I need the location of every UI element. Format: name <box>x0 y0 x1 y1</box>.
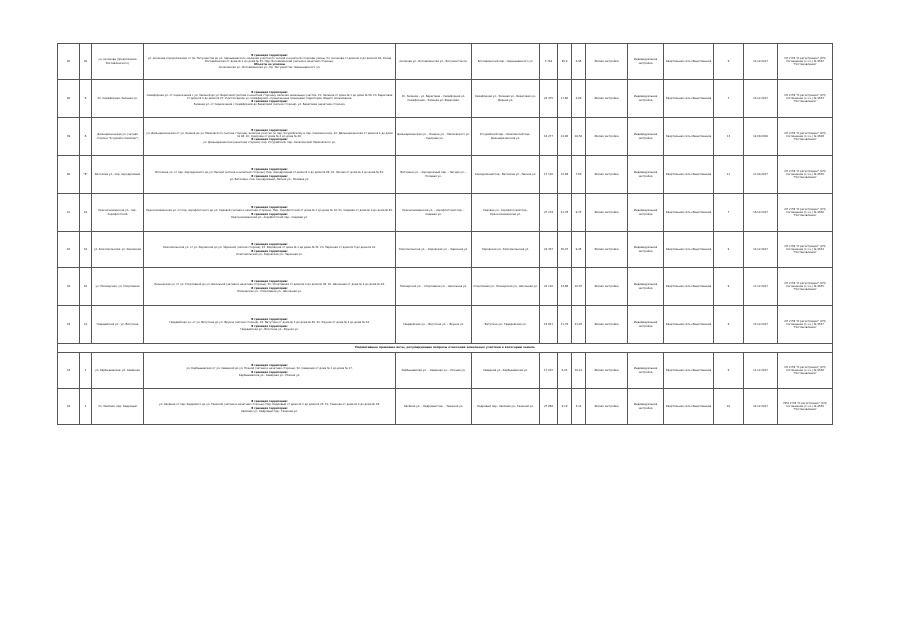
row-class: Квартальная сеть общественная <box>664 156 714 194</box>
row-count: 7 <box>714 80 744 118</box>
row-class: Квартальная сеть общественная <box>664 268 714 306</box>
row-class: Квартальная сеть общественная <box>664 389 714 425</box>
table-row <box>58 118 833 156</box>
row-col-b: Северная ул., Карбышевская ул. <box>472 353 540 389</box>
block1-text: Семафорная ул. от пересечения с ул. Зеленой до ул. Береговой (четная и нечетная стороны), включая земельные участки. Ул. Зеленая от дома № 1 до дома № 50. Ул. Береговая от дома № 3 до дома № 27. Участки вдоль ул. Семафорной, ограниченные границами территории общего пользования. <box>146 93 393 100</box>
row-area: 16 277 <box>540 118 558 156</box>
row-date: 11.04.2017 <box>744 156 778 194</box>
row-status: Жилая застройка <box>586 44 628 80</box>
row-class: Квартальная сеть общественная <box>664 194 714 232</box>
row-description <box>144 44 396 80</box>
row-count: 11 <box>714 156 744 194</box>
block2-text: Комсомольская ул., Кировская ул., Заречная ул. <box>236 252 303 256</box>
block2-title: В границах территории: <box>251 100 288 104</box>
block1-text: Ватолина ул. от пер. Аэродромного до ул. Лесной (четная и нечетная стороны). Пер. Аэродромный от дома № 1 до дома № 26. Ул. Лесная от дома № 2 до дома № 34. <box>155 171 384 175</box>
block2-title: В границах территории: <box>251 138 288 142</box>
row-document: СП 2 РФ "О регистрации" (СП) Соглашение (о з.ч.) № 4536 "Постановление" <box>778 194 833 232</box>
row-document: СП 2 РФ "О регистрации" (СП) Соглашение (о з.ч.) № 4538 "Постановление" <box>778 353 833 389</box>
row-col-a: Ватолина ул. – Аэродромный пер. – Лесная ул. – Полевая ул. <box>396 156 472 194</box>
block1-title: В границах территории: <box>251 168 288 172</box>
table-row <box>58 232 833 268</box>
row-number: 40 <box>58 44 80 80</box>
row-col-a: Гвардейская ул. – Ватутина ул. – Фрунзе ул. <box>396 306 472 344</box>
row-status: Жилая застройка <box>586 353 628 389</box>
row-type: Индивидуальная застройка <box>628 44 664 80</box>
block2-text: ул. Дальнереченская (нечетная сторона), пер. Уссурийский, пер. Сахалинский, Маяковского ул. <box>203 141 336 145</box>
block2-title: В границах территории: <box>251 286 288 290</box>
row-area: 17 207 <box>540 353 558 389</box>
table-row <box>58 306 833 344</box>
row-status: Жилая застройка <box>586 118 628 156</box>
row-col-a: Ул. Зеленая – ул. Береговая – Семафорная ул. Семафорная – Зеленая ул. Береговая. <box>396 80 472 118</box>
block1-title: В границах территории: <box>251 206 288 210</box>
row-type: Индивидуальная застройка <box>628 80 664 118</box>
row-v2: 9,70 <box>572 194 586 232</box>
row-date: 12.09.2016 <box>744 118 778 156</box>
row-count: 13 <box>714 118 744 156</box>
block2-text: Хвойная ул., Кедровый пер., Таежная ул. <box>241 409 298 413</box>
row-area: 24 327 <box>540 232 558 268</box>
row-type: Индивидуальная застройка <box>628 194 664 232</box>
row-number: 43 <box>58 353 80 389</box>
row-class: Квартальная сеть общественная <box>664 306 714 344</box>
row-number: 44 <box>58 389 80 425</box>
block2-text: Карбышевская ул., Северная ул., Южная ул. <box>238 373 301 377</box>
row-document: НПА 2 РФ "О регистрации" (СП) Соглашение (о з.ч.) № 4539 "Постановление" <box>778 389 833 425</box>
block1-text: ул. Аксакова (продолжение) от пр. Энтузиастов до ул. Чернышевского, включая участки по четной и нечетной сторонам улицы. Ул. Аксакова от дома № 2 до дома № 44. Улица Богоявленская от дома № 1 до дома № 35. Пер. Богоявленский (четная и нечетная стороны). <box>147 56 392 63</box>
row-v1: 6,23 <box>558 353 572 389</box>
row-area: 17 110 <box>540 156 558 194</box>
block1-text: Пионерская ул. от ул. Спортивной до ул. Школьной (четная и нечетная стороны). Ул. Спортивная от дома № 2 до дома № 36. Ул. Школьная от дома № 1 до дома № 29. <box>154 283 385 287</box>
row-class: Квартальная сеть общественная <box>664 80 714 118</box>
block2-title: Объекты не указаны <box>253 63 286 67</box>
row-count: 9 <box>714 232 744 268</box>
row-col-b: Кедровый пер., Хвойная ул., Таежная ул. <box>472 389 540 425</box>
row-v2: 10,21 <box>572 353 586 389</box>
block2-title: В границах территории: <box>251 212 288 216</box>
row-description <box>144 194 396 232</box>
block1-title: В границах территории: <box>251 400 288 404</box>
row-count: 9 <box>714 306 744 344</box>
row-sub-number: 43 <box>80 232 92 268</box>
row-type: Индивидуальная застройка <box>628 268 664 306</box>
row-sub-number: 42 <box>80 268 92 306</box>
row-number: 43 <box>58 306 80 344</box>
row-name: Ул. Хвойная, пер. Кедровый <box>92 389 144 425</box>
row-document: СП 2 РФ "О регистрации" (СП) Соглашение (о з.ч.) № 4528 "Постановление" <box>778 118 833 156</box>
row-date: 14.12.2017 <box>744 389 778 425</box>
block2-text: Аксаковская ул., Богоявленская ул., Пр. Энтузиастов, Чернышевского ул. <box>218 66 321 70</box>
block1-title: В границах территории: <box>251 364 288 368</box>
row-sub-number: Б <box>80 118 92 156</box>
block1-text: ул. Хвойная от пер. Кедрового до ул. Таежной (четная и нечетная стороны). Пер. Кедровый от дома № 1 до дома № 23. Ул. Таежная от дома № 2 до дома № 18. <box>159 403 380 407</box>
row-col-b: Аэродромный пер., Ватолина ул., Лесная ул. <box>472 156 540 194</box>
row-sub-number: 44 <box>80 194 92 232</box>
table-row <box>58 353 833 389</box>
row-status: Жилая застройка <box>586 156 628 194</box>
row-status: Жилая застройка <box>586 268 628 306</box>
block2-text: Краснознаменская ул., Аэрофлотский пер., Садовая ул. <box>231 215 308 219</box>
row-date: 11.12.2017 <box>744 268 778 306</box>
block2-title: В границах территории: <box>251 370 288 374</box>
row-col-b: Спортивная ул., Пионерская ул., Школьная ул. <box>472 268 540 306</box>
section-heading: Нормативные правовые акты, регулирующие вопросы отнесения земельных участков к категории земель <box>58 344 833 353</box>
row-description <box>144 232 396 268</box>
row-col-a: Пионерская ул. – Спортивная ул. – Школьная ул. <box>396 268 472 306</box>
row-class: Квартальная сеть общественная <box>664 353 714 389</box>
row-col-a: Краснознаменская ул. – Аэрофлотский пер. – Садовая ул. <box>396 194 472 232</box>
block2-title: В границах территории: <box>251 406 288 410</box>
row-class: Квартальная сеть общественная <box>664 118 714 156</box>
row-v1: 9,10 <box>558 389 572 425</box>
row-number: 42 <box>58 268 80 306</box>
row-date: 13.12.2017 <box>744 306 778 344</box>
row-col-b: Богоявленский пер., Чернышевского ул. <box>472 44 540 80</box>
row-v1: 17,60 <box>558 80 572 118</box>
row-type: Индивидуальная застройка <box>628 306 664 344</box>
section-heading-row <box>58 344 833 353</box>
block2-text: Зеленая ул. от пересечения с Семафорной до Береговой (четная сторона), ул. Береговая (нечетная сторона). <box>193 103 346 107</box>
row-status: Жилая застройка <box>586 306 628 344</box>
row-col-b: Садовая ул., Аэрофлотский пер., Краснознаменская ул. <box>472 194 540 232</box>
row-description <box>144 80 396 118</box>
row-name: Дальнереченская ул. (четная сторона "Уссурийск-Сахалин") <box>92 118 144 156</box>
row-name: Ватолина ул., пер. Аэродромный <box>92 156 144 194</box>
table-row <box>58 44 833 80</box>
row-sub-number: "Б" <box>80 156 92 194</box>
row-col-b: Уссурийский пер., Сахалинский пер., Дальнереченская ул. <box>472 118 540 156</box>
row-description <box>144 353 396 389</box>
table-row <box>58 194 833 232</box>
row-document: СП 2 РФ "О регистрации" (СП) Соглашение (о з.ч.) № 4535 "Постановление" <box>778 268 833 306</box>
row-document: СП 2 РФ "О регистрации" (СП) Соглашение (о з.ч.) № 4533 "Постановление" <box>778 80 833 118</box>
row-col-b: Семафорная ул., Зеленая ул., Береговая ул., Мирная ул. <box>472 80 540 118</box>
block1-text: Краснознаменская ул. от пер. Аэрофлотского до ул. Садовой (четная и нечетная стороны). Пер. Аэрофлотский от дома № 1 до дома № 19. Ул. Садовая от дома № 4 до дома № 42. <box>146 209 393 213</box>
row-name: ул. Аксакова (продолжение Богоявленского) <box>92 44 144 80</box>
row-date: 11.12.2017 <box>744 353 778 389</box>
row-document: СП 2 РФ "О регистрации" (СП) Соглашение (о з.ч.) № 4530 "Постановление" <box>778 156 833 194</box>
row-count: 7 <box>714 194 744 232</box>
row-document: СП 2 РФ "О регистрации" (СП) Соглашение (о з.ч.) № 4534 "Постановление" <box>778 232 833 268</box>
block1-title: В границах территории: <box>251 280 288 284</box>
row-v1: 13,68 <box>558 268 572 306</box>
row-name: Ул. Семафорная, Зеленая ул. <box>92 80 144 118</box>
row-v2: 10,97 <box>572 268 586 306</box>
row-date: 12.12.2017 <box>744 232 778 268</box>
row-sub-number: 1 <box>80 389 92 425</box>
row-area: 19 811 <box>540 306 558 344</box>
table-row <box>58 389 833 425</box>
block1-title: В границах территории: <box>251 53 288 57</box>
row-sub-number: Б <box>80 80 92 118</box>
block1-title: В границах территории: <box>251 128 288 132</box>
row-count: 9 <box>714 44 744 80</box>
row-col-a: Комсомольская ул. – Кировская ул. – Заречная ул. <box>396 232 472 268</box>
row-col-a: Хвойная ул. – Кедровый пер. – Таежная ул. <box>396 389 472 425</box>
register-table <box>57 43 833 425</box>
row-description <box>144 268 396 306</box>
block1-title: В границах территории: <box>251 243 288 247</box>
row-v2: 4,00 <box>572 80 586 118</box>
row-v1: 12,48 <box>558 156 572 194</box>
row-name: Гвардейская ул., ул. Ватутина <box>92 306 144 344</box>
row-v2: 4,95 <box>572 44 586 80</box>
block2-title: В границах территории: <box>251 324 288 328</box>
row-status: Жилая застройка <box>586 389 628 425</box>
row-area: 24 110 <box>540 268 558 306</box>
table-row <box>58 156 833 194</box>
row-v2: 3,14 <box>572 389 586 425</box>
row-status: Жилая застройка <box>586 232 628 268</box>
block1-title: В границах территории: <box>251 318 288 322</box>
block2-text: ул. Ватолина, пер. Аэродромный, Лесная ул., Полевая ул. <box>229 177 310 181</box>
row-count: 10 <box>714 389 744 425</box>
row-col-b: Ватутина ул., Гвардейская ул. <box>472 306 540 344</box>
row-description <box>144 118 396 156</box>
row-v2: 21,20 <box>572 306 586 344</box>
row-v1: 95,0 <box>558 44 572 80</box>
table-row <box>58 268 833 306</box>
row-description <box>144 389 396 425</box>
row-date: 13.12.2017 <box>744 80 778 118</box>
row-type: Индивидуальная застройка <box>628 389 664 425</box>
row-document: СП 2 РФ "О регистрации" (СП) Соглашение (о з.ч.) № 4537 "Постановление" <box>778 306 833 344</box>
row-date: 18.12.2017 <box>744 194 778 232</box>
register-sheet <box>57 43 832 583</box>
row-class: Квартальная сеть общественная <box>664 44 714 80</box>
row-type: Индивидуальная застройка <box>628 353 664 389</box>
row-name: Краснознаменская ул., пер. Аэрофлотский <box>92 194 144 232</box>
row-col-a: Дальнереченская ул. – Ленина ул. – Маяковского ул. – Суворова ул. <box>396 118 472 156</box>
row-count: 9 <box>714 268 744 306</box>
row-col-a: Карбышевская ул. – Северная ул. – Южная ул. <box>396 353 472 389</box>
block1-title: В границах территории: <box>251 90 288 94</box>
block2-title: В границах территории: <box>251 249 288 253</box>
row-status: Жилая застройка <box>586 194 628 232</box>
row-number: 41 <box>58 194 80 232</box>
row-col-a: Аксакова ул., Богоявленская ул., Энтузиастов пр. <box>396 44 472 80</box>
block1-text: ул. Дальнереченская от ул. Ленина до ул. Маяковского (четная сторона), включая участки по пер. Уссурийскому и пер. Сахалинскому. Ул. Дальнереченская от дома № 1 до дома № 48. Ул. Суворова от дома № 2 до дома № 20. <box>146 131 393 138</box>
row-sub-number: 1 <box>80 353 92 389</box>
row-v2: 7,60 <box>572 156 586 194</box>
row-date: 12.12.2017 <box>744 44 778 80</box>
block1-text: Гвардейская ул. от ул. Ватутина до ул. Фрунзе (четная сторона). Ул. Ватутина от дома № 3 до дома № 45. Ул. Фрунзе от дома № 2 до дома № 24. <box>169 321 370 325</box>
table-row <box>58 80 833 118</box>
block2-text: Пионерская ул., Спортивная ул., Школьная ул. <box>237 289 302 293</box>
row-v1: 14,00 <box>558 118 572 156</box>
row-number: 42 <box>58 232 80 268</box>
block2-text: Гвардейская ул., Ватутина ул., Фрунзе ул. <box>240 327 299 331</box>
row-description <box>144 156 396 194</box>
row-name: ул. Карбышевская, ул. Северная <box>92 353 144 389</box>
row-document: СП 2 РФ "О регистрации" (СП) Соглашение (о з.ч.) № 4532 "Постановление" <box>778 44 833 80</box>
row-v2: 9,45 <box>572 232 586 268</box>
row-type: Индивидуальная застройка <box>628 118 664 156</box>
row-col-b: Кировская ул., Комсомольская ул. <box>472 232 540 268</box>
row-area: 27 134 <box>540 194 558 232</box>
row-sub-number: 20 <box>80 44 92 80</box>
row-status: Жилая застройка <box>586 80 628 118</box>
row-name: ул. Комсомольская, ул. Кировская <box>92 232 144 268</box>
row-class: Квартальная сеть общественная <box>664 232 714 268</box>
row-v1: 30,07 <box>558 232 572 268</box>
row-type: Индивидуальная застройка <box>628 232 664 268</box>
block1-text: ул. Карбышевская от ул. Северной до ул. Южной (четная и нечетная стороны). Ул. Северная от дома № 1 до дома № 17. <box>186 367 353 371</box>
row-description <box>144 306 396 344</box>
row-name: ул. Пионерская, ул. Спортивная <box>92 268 144 306</box>
row-count: 9 <box>714 353 744 389</box>
row-number: 39 <box>58 118 80 156</box>
block2-title: В границах территории: <box>251 174 288 178</box>
row-number: 40 <box>58 80 80 118</box>
row-v1: 21,78 <box>558 194 572 232</box>
row-type: Индивидуальная застройка <box>628 156 664 194</box>
row-sub-number: 41 <box>80 306 92 344</box>
row-area: 24 375 <box>540 80 558 118</box>
row-v1: 11,79 <box>558 306 572 344</box>
row-number: 40 <box>58 156 80 194</box>
row-area: 3 744 <box>540 44 558 80</box>
row-area: 27 082 <box>540 389 558 425</box>
block1-text: Комсомольская ул. от ул. Кировской до ул. Заречной (четная сторона). Ул. Кировская от дома № 1 до дома № 31. Ул. Заречная от дома № 5 до дома № 41. <box>162 246 377 250</box>
row-v2: 16,50 <box>572 118 586 156</box>
